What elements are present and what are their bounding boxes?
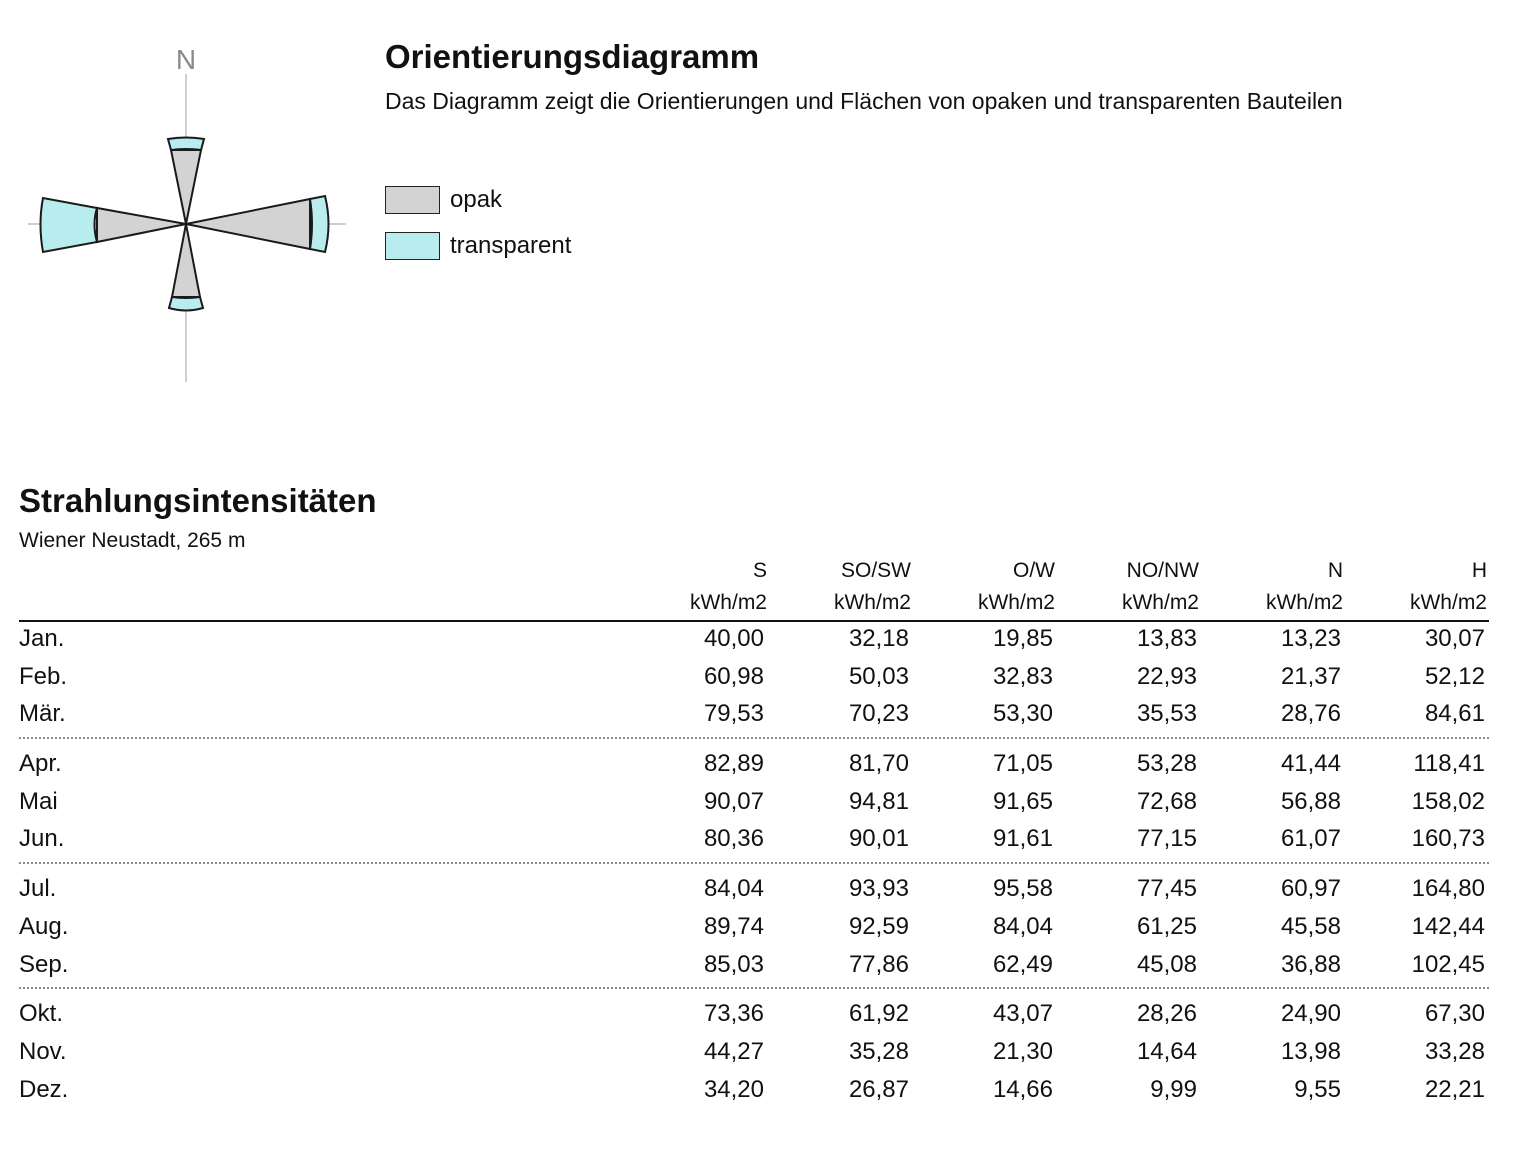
table-cell: 71,05 [992,750,1053,778]
column-unit: kWh/m2 [833,591,911,614]
column-header-n: N [1327,559,1343,582]
quarter-group [19,622,1489,735]
table-cell: 40,00 [703,625,764,652]
table-cell: 56,88 [1280,787,1341,815]
table-row [19,872,1489,910]
table-cell: 90,01 [848,825,909,853]
table-cell: 28,76 [1280,700,1341,728]
month-label: Aug. [19,912,69,940]
table-cell: 34,20 [703,1075,764,1103]
legend-swatch-opak [385,186,440,214]
table-cell: 32,18 [848,625,909,652]
month-label: Nov. [19,1037,67,1065]
table-cell: 142,44 [1411,912,1485,940]
table-cell: 13,83 [1136,625,1197,652]
table-header-directions [19,556,1489,588]
table-cell: 35,28 [848,1037,909,1065]
radiation-table [19,556,1489,1110]
table-cell: 91,65 [992,787,1053,815]
legend-swatch-transparent [385,232,440,260]
table-cell: 13,98 [1280,1037,1341,1065]
table-row [19,910,1489,948]
table-cell: 61,25 [1136,912,1197,940]
east-transparent-area [310,196,329,252]
table-cell: 41,44 [1280,750,1341,778]
table-row [19,997,1489,1035]
table-cell: 33,28 [1424,1037,1485,1065]
table-cell: 30,07 [1424,625,1485,652]
table-cell: 84,04 [992,912,1053,940]
quarter-group [19,997,1489,1110]
south-transparent-area [169,297,203,311]
west-opak-area [97,208,186,242]
table-cell: 19,85 [992,625,1053,652]
month-label: Dez. [19,1075,69,1103]
column-header-no-nw: NO/NW [1126,559,1199,582]
column-unit: kWh/m2 [1265,591,1343,614]
quarter-group [19,872,1489,985]
table-cell: 85,03 [703,950,764,978]
legend-label-transparent: transparent [450,232,572,259]
table-cell: 14,64 [1136,1037,1197,1065]
quarter-separator [19,862,1489,872]
table-cell: 77,15 [1136,825,1197,853]
table-row [19,747,1489,785]
column-unit: kWh/m2 [689,591,767,614]
table-cell: 77,45 [1136,875,1197,903]
table-cell: 60,98 [703,662,764,690]
compass-lobe-west [41,198,187,252]
month-label: Jan. [19,625,65,652]
month-label: Jul. [19,875,57,903]
table-row [19,622,1489,660]
table-cell: 26,87 [848,1075,909,1103]
table-cell: 28,26 [1136,1000,1197,1028]
table-cell: 92,59 [848,912,909,940]
table-cell: 84,04 [703,875,764,903]
quarter-separator [19,987,1489,997]
table-row [19,1035,1489,1073]
table-cell: 89,74 [703,912,764,940]
column-header-h: H [1471,559,1487,582]
column-unit: kWh/m2 [1121,591,1199,614]
table-row [19,660,1489,698]
month-label: Jun. [19,825,65,853]
table-cell: 67,30 [1424,1000,1485,1028]
table-cell: 94,81 [848,787,909,815]
table-cell: 45,08 [1136,950,1197,978]
month-label: Mai [19,787,58,815]
month-label: Mär. [19,700,66,728]
section-title: Strahlungsintensitäten [19,482,377,519]
table-row [19,822,1489,860]
table-cell: 32,83 [992,662,1053,690]
table-row [19,785,1489,823]
table-cell: 22,21 [1424,1075,1485,1103]
table-cell: 158,02 [1411,787,1485,815]
diagram-description: Das Diagramm zeigt die Orientierungen und Flächen von opaken und transparenten Bauteilen [385,88,1343,114]
table-cell: 80,36 [703,825,764,853]
table-cell: 43,07 [992,1000,1053,1028]
table-cell: 45,58 [1280,912,1341,940]
orientation-compass-diagram [20,30,360,390]
table-cell: 81,70 [848,750,909,778]
compass-lobe-north [168,138,204,225]
month-label: Feb. [19,662,68,690]
north-opak-area [171,150,201,224]
table-cell: 60,97 [1280,875,1341,903]
table-cell: 79,53 [703,700,764,728]
table-cell: 164,80 [1411,875,1485,903]
table-cell: 82,89 [703,750,764,778]
table-cell: 102,45 [1411,950,1485,978]
east-opak-area [186,199,310,249]
west-transparent-area [41,198,98,252]
table-cell: 52,12 [1424,662,1485,690]
legend-item-opak [385,184,571,216]
compass-lobe-east [186,196,329,252]
column-header-so-sw: SO/SW [840,559,911,582]
table-cell: 93,93 [848,875,909,903]
month-label: Apr. [19,750,62,778]
column-header-s: S [752,559,767,582]
table-row [19,697,1489,735]
table-cell: 61,92 [848,1000,909,1028]
table-cell: 77,86 [848,950,909,978]
column-unit: kWh/m2 [1409,591,1487,614]
table-cell: 13,23 [1280,625,1341,652]
table-cell: 53,30 [992,700,1053,728]
table-cell: 21,37 [1280,662,1341,690]
table-cell: 72,68 [1136,787,1197,815]
legend-item-transparent [385,230,571,262]
column-unit: kWh/m2 [977,591,1055,614]
table-cell: 21,30 [992,1037,1053,1065]
quarter-group [19,747,1489,860]
north-transparent-area [168,138,204,151]
section-subtitle: Wiener Neustadt, 265 m [19,529,246,552]
table-cell: 90,07 [703,787,764,815]
table-cell: 70,23 [848,700,909,728]
column-header-o-w: O/W [1013,559,1055,582]
table-cell: 44,27 [703,1037,764,1065]
south-opak-area [172,224,200,297]
table-cell: 84,61 [1424,700,1485,728]
table-cell: 24,90 [1280,1000,1341,1028]
month-label: Okt. [19,1000,64,1028]
diagram-title: Orientierungsdiagramm [385,38,760,75]
quarter-separator [19,737,1489,747]
table-cell: 73,36 [703,1000,764,1028]
table-cell: 35,53 [1136,700,1197,728]
table-cell: 53,28 [1136,750,1197,778]
legend-label-opak: opak [450,186,503,213]
table-cell: 14,66 [992,1075,1053,1103]
table-cell: 62,49 [992,950,1053,978]
table-row [19,948,1489,986]
month-label: Sep. [19,950,69,978]
table-cell: 95,58 [992,875,1053,903]
table-cell: 22,93 [1136,662,1197,690]
table-cell: 50,03 [848,662,909,690]
table-cell: 160,73 [1411,825,1485,853]
table-cell: 9,99 [1150,1075,1197,1103]
table-body [19,622,1489,1110]
table-row [19,1073,1489,1111]
table-cell: 91,61 [992,825,1053,853]
table-cell: 61,07 [1280,825,1341,853]
table-header-units [19,588,1489,620]
diagram-legend [385,184,571,276]
compass-north-label: N [175,44,197,75]
table-cell: 36,88 [1280,950,1341,978]
compass-lobe-south [169,224,203,311]
table-cell: 9,55 [1294,1075,1341,1103]
table-cell: 118,41 [1413,750,1485,778]
